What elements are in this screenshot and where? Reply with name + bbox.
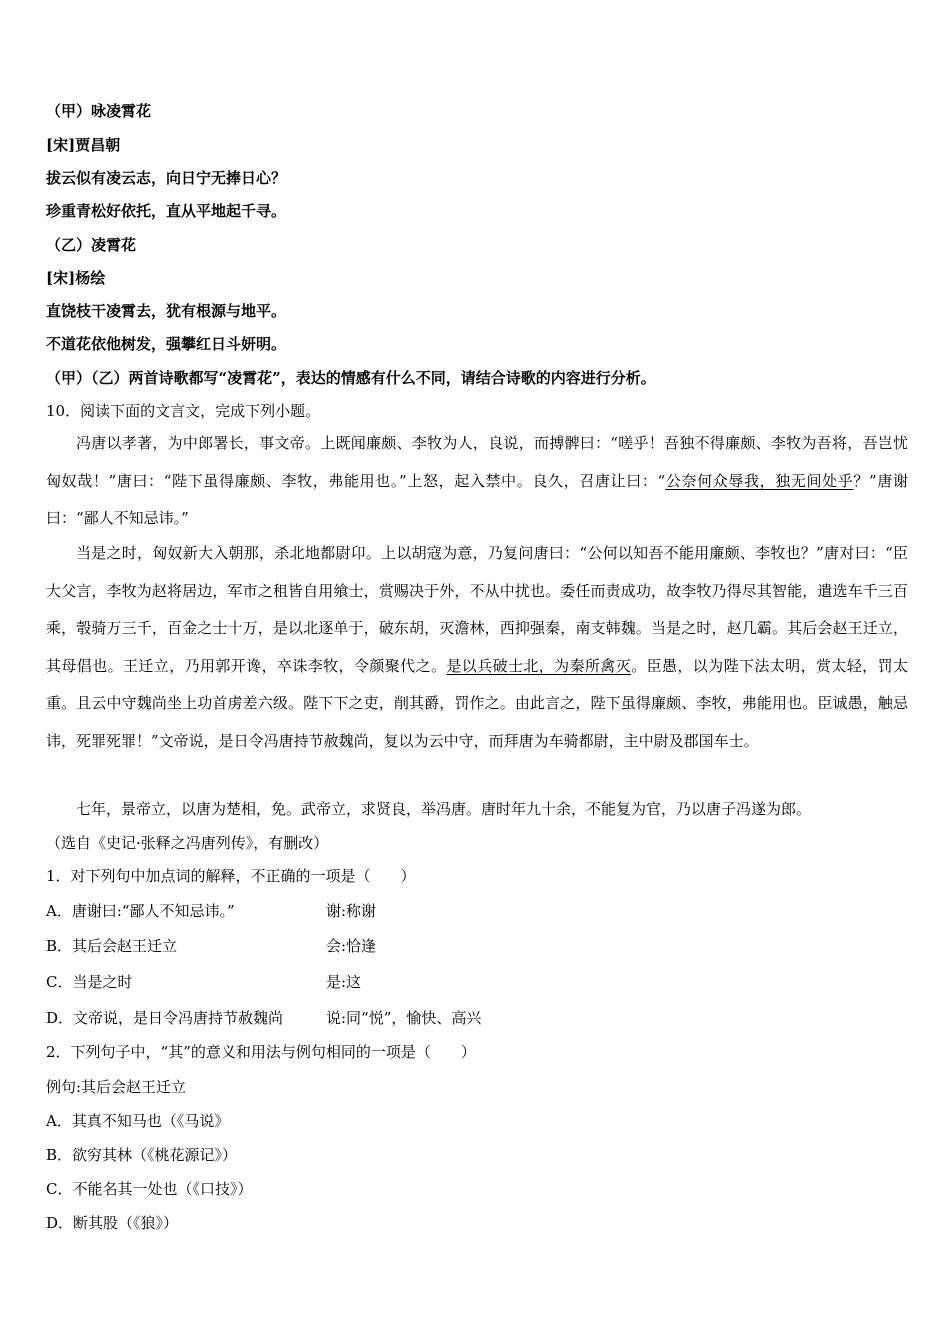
poem-yi-title: （乙）凌霄花 <box>46 236 137 254</box>
sub1-option-c: C．当是之时 <box>46 973 133 991</box>
poem-jia-title: （甲）咏凌霄花 <box>46 102 152 120</box>
passage-p2-text-b: 。臣愚，以为陛下法太明，赏太轻，罚太重。且云中守魏尚坐上功首虏差六级。陛下下之吏，削其爵，罚作之。由此言之，陛下虽得廉颇、李牧，弗能用也。臣诚愚，触忌讳，死罪死罪！”文帝说，是日令冯唐持节赦魏尚，复以为云中守，而拜唐为车骑都尉，主中尉及郡国车士。 <box>46 656 908 750</box>
sub1-option-a-explain: 谢:称谢 <box>326 902 377 920</box>
passage-p1-underlined: 公奈何众辱我，独无间处乎 <box>665 471 854 490</box>
passage-paragraph-1 <box>46 425 908 538</box>
passage-p1-text-a: 冯唐以孝著，为中郎署长，事文帝。上既闻廉颇、李牧为人，良说，而搏髀曰：“嗟乎！吾独不得廉颇、李牧为吾将，吾岂忧匈奴哉！”唐曰：“陛下虽得廉颇、李牧，弗能用也。”上怒，起入禁中。良久，召唐让曰：“ <box>46 434 908 490</box>
poem-question: （甲）（乙）两首诗歌都写“凌霄花”，表达的情感有什么不同，请结合诗歌的内容进行分析。 <box>46 369 656 387</box>
poem-yi-line-1: 直饶枝干凌霄去，犹有根源与地平。 <box>46 302 287 320</box>
sub-question-1: 1．对下列句中加点词的解释，不正确的一项是（ ） <box>46 867 416 885</box>
sub2-option-d: D．断其股（《狼》） <box>46 1214 179 1232</box>
poem-jia-line-2: 珍重青松好依托，直从平地起千寻。 <box>46 202 287 220</box>
sub2-example: 例句:其后会赵王迁立 <box>46 1078 187 1096</box>
sub1-option-b-explain: 会:恰逢 <box>326 937 377 955</box>
sub1-option-c-explain: 是:这 <box>326 973 362 991</box>
passage-p2-text-a: 当是之时，匈奴新大入朝那，杀北地都尉卬。上以胡寇为意，乃复问唐曰：“公何以知吾不能用廉颇、李牧也？”唐对曰：“臣大父言，李牧为赵将居边，军市之租皆自用飨士，赏赐决于外，不从中扰也。委任而责成功，故李牧乃得尽其智能，遣选车千三百乘，彀骑万三千，百金之士十万，是以北逐单于，破东胡，灭澹林，西抑强秦，南支韩魏。当是之时，赵几霸。其后会赵王迁立，其母倡也。王迁立，乃用郭开谗，卒诛李牧，令颜聚代之。 <box>46 544 908 675</box>
sub1-option-d: D．文帝说，是日令冯唐持节赦魏尚 <box>46 1009 284 1027</box>
poem-jia-line-1: 拔云似有凌云志，向日宁无捧日心？ <box>46 169 287 187</box>
sub1-option-d-explain: 说:同“悦”，愉快、高兴 <box>326 1009 482 1027</box>
sub1-option-a: A．唐谢曰:“鄙人不知忌讳。” <box>46 902 235 920</box>
passage-paragraph-2 <box>46 535 908 760</box>
poem-jia-author: [宋]贾昌朝 <box>46 136 121 154</box>
poem-yi-author: [宋]杨绘 <box>46 269 106 287</box>
sub-question-2: 2．下列句子中，“其”的意义和用法与例句相同的一项是（ ） <box>46 1043 476 1061</box>
passage-p2-underlined: 是以兵破士北，为秦所禽灭 <box>446 656 632 675</box>
passage-source: （选自《史记·张释之冯唐列传》，有删改） <box>46 834 329 852</box>
sub2-option-a: A．其真不知马也（《马说》 <box>46 1112 230 1130</box>
poem-yi-line-2: 不道花依他树发，强攀红日斗妍明。 <box>46 335 287 353</box>
sub1-option-b: B．其后会赵王迁立 <box>46 937 178 955</box>
passage-paragraph-3: 七年，景帝立，以唐为楚相，免。武帝立，求贤良，举冯唐。唐时年九十余，不能复为官，乃以唐子冯遂为郎。 <box>76 800 812 818</box>
passage-p1-text-b: ？”唐谢曰：“鄙人不知忌讳。” <box>46 471 908 527</box>
sub2-option-c: C．不能名其一处也（《口技》） <box>46 1180 253 1198</box>
sub2-option-b: B．欲穷其林（《桃花源记》） <box>46 1146 238 1164</box>
question-10-heading: 10．阅读下面的文言文，完成下列小题。 <box>46 402 321 420</box>
